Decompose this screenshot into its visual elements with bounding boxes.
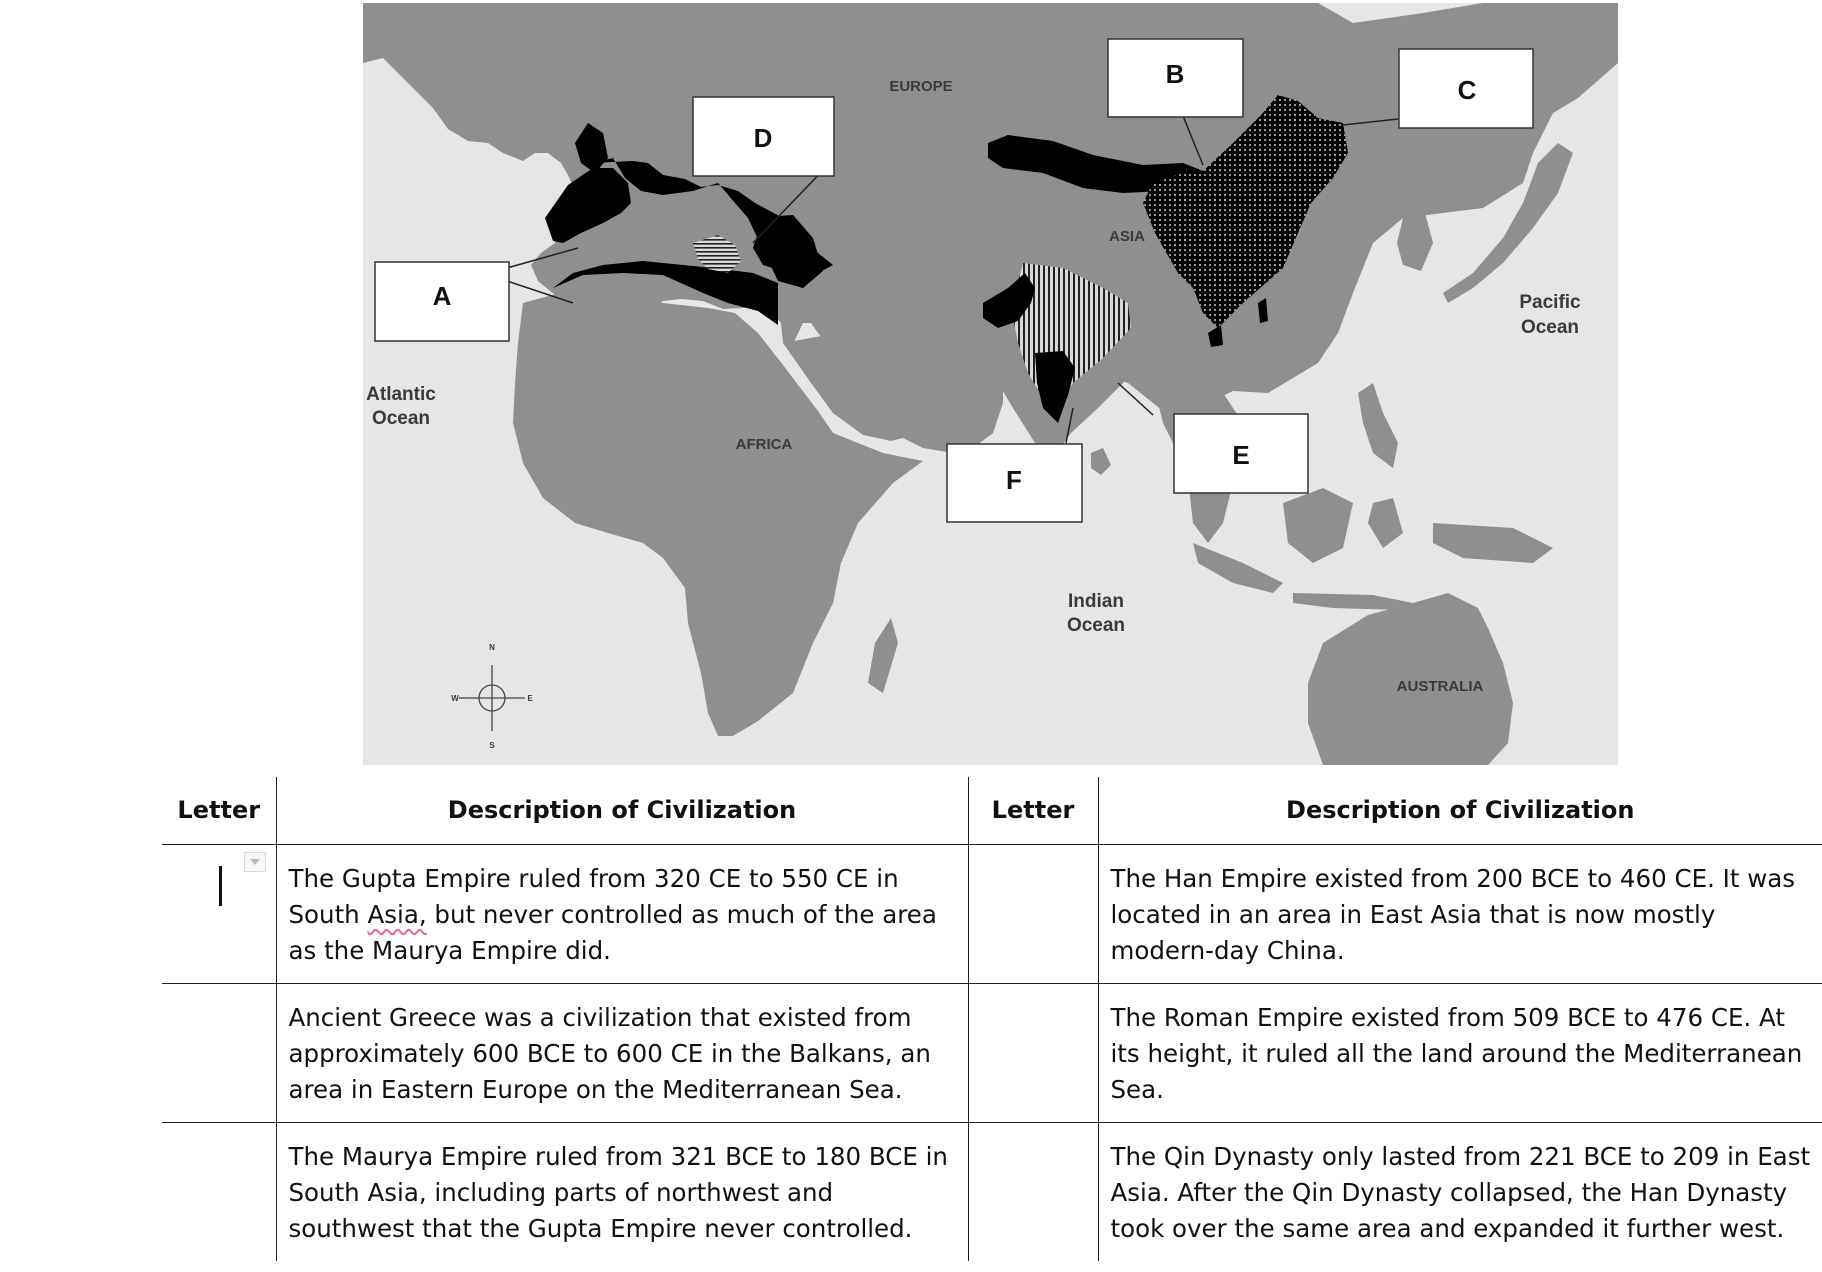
letter-input-han[interactable] — [968, 844, 1098, 983]
description-maurya: The Maurya Empire ruled from 321 BCE to 180 BCE in South Asia, including parts of northwest and southwest that the Gupta Empire never controlled. — [276, 1122, 968, 1261]
table-row — [162, 983, 1822, 1122]
text-cursor — [219, 866, 222, 906]
svg-text:D: D — [753, 123, 773, 153]
dropdown-toggle-icon[interactable] — [244, 852, 266, 872]
letter-input-greece[interactable] — [162, 983, 276, 1122]
compass-east: E — [527, 694, 533, 703]
compass-rose-icon — [459, 665, 525, 731]
letter-input-qin[interactable] — [968, 1122, 1098, 1261]
korea-land — [1397, 213, 1433, 271]
compass-north: N — [489, 643, 495, 652]
spellcheck-flagged-word: Asia, — [367, 899, 427, 929]
label-box-e — [1174, 414, 1308, 493]
description-han: The Han Empire existed from 200 BCE to 460 CE. It was located in an area in East Asia that is now mostly modern-day China. — [1098, 844, 1822, 983]
label-indian-ocean-2: Ocean — [1066, 615, 1126, 636]
table-row — [162, 844, 1822, 983]
madagascar-land — [868, 618, 898, 693]
indonesia-land — [1193, 488, 1553, 610]
description-text: but never controlled as much of the area as the Maurya Empire did. — [288, 899, 937, 965]
description-gupta — [276, 844, 968, 983]
label-europe: EUROPE — [889, 78, 953, 95]
label-box-c — [1399, 49, 1533, 128]
description-text: The Gupta Empire ruled from 320 CE to 550 CE in South — [288, 863, 899, 929]
svg-text:E: E — [1232, 440, 1250, 470]
label-box-f — [947, 444, 1082, 522]
label-pacific-ocean-1: Pacific — [1519, 292, 1581, 313]
description-roman: The Roman Empire existed from 509 BCE to 476 CE. At its height, it ruled all the land around the Mediterranean Sea. — [1098, 983, 1822, 1122]
header-letter-left: Letter — [162, 777, 276, 844]
label-africa: AFRICA — [735, 436, 793, 453]
label-atlantic-ocean-1: Atlantic — [366, 384, 436, 405]
table-header-row — [162, 777, 1822, 844]
map-svg — [363, 3, 1618, 765]
description-qin: The Qin Dynasty only lasted from 221 BCE to 209 in East Asia. After the Qin Dynasty collapsed, the Han Dynasty took over the same area and expanded it further west. — [1098, 1122, 1822, 1261]
label-box-d — [693, 97, 834, 176]
compass-south: S — [489, 741, 495, 750]
civilization-table — [162, 777, 1822, 1261]
svg-text:F: F — [1006, 465, 1022, 495]
letter-input-gupta[interactable] — [162, 844, 276, 983]
svg-text:C: C — [1457, 75, 1477, 105]
header-description-right: Description of Civilization — [1098, 777, 1822, 844]
header-description-left: Description of Civilization — [276, 777, 968, 844]
civilizations-map — [363, 3, 1618, 765]
compass-west: W — [451, 694, 459, 703]
label-box-b — [1108, 39, 1243, 117]
letter-input-maurya[interactable] — [162, 1122, 276, 1261]
header-letter-right: Letter — [968, 777, 1098, 844]
label-asia: ASIA — [1109, 228, 1145, 245]
letter-input-roman[interactable] — [968, 983, 1098, 1122]
svg-text:B: B — [1165, 59, 1185, 89]
label-australia: AUSTRALIA — [1396, 678, 1484, 695]
sri-lanka-land — [1091, 448, 1111, 475]
philippines-land — [1358, 383, 1398, 468]
label-pacific-ocean-2: Ocean — [1520, 317, 1580, 338]
svg-text:A: A — [432, 281, 452, 311]
table-row — [162, 1122, 1822, 1261]
label-atlantic-ocean-2: Ocean — [371, 408, 431, 429]
label-indian-ocean-1: Indian — [1068, 591, 1124, 612]
label-box-a — [375, 262, 509, 341]
description-greece: Ancient Greece was a civilization that existed from approximately 600 BCE to 600 CE in the Balkans, an area in Eastern Europe on the Mediterranean Sea. — [276, 983, 968, 1122]
